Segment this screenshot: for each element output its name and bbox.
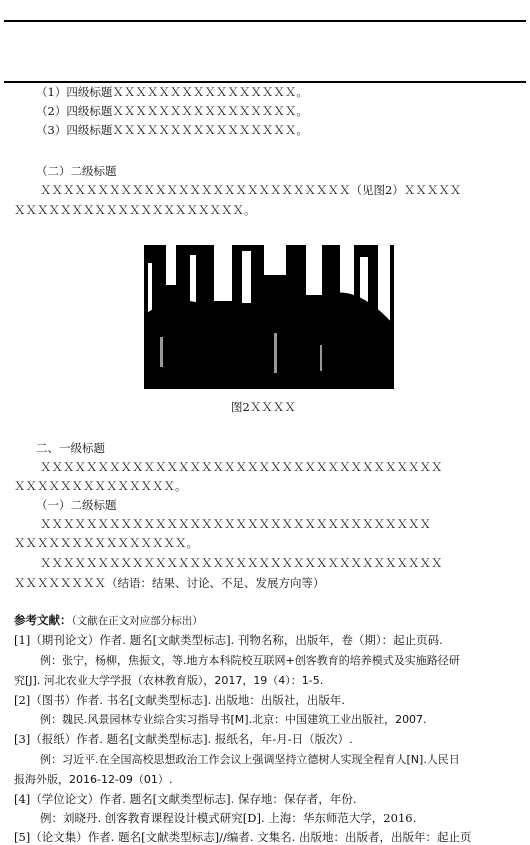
paragraph-line: ＸＸＸＸＸＸＸＸＸＸＸＸＸＸＸＸＸＸＸＸ。	[14, 203, 256, 217]
paragraph-line: ＸＸＸＸＸＸＸＸ（结语：结果、讨论、不足、发展方向等）	[14, 576, 325, 590]
list-item: （1）四级标题ＸＸＸＸＸＸＸＸＸＸＸＸＸＸＸＸ。	[36, 85, 308, 99]
reference-entry: [3]（报纸）作者. 题名[文献类型标志]. 报纸名，年-月-日（版次）.	[14, 732, 353, 746]
reference-example: 报海外版，2016-12-09（01）.	[14, 773, 173, 786]
paragraph-line: ＸＸＸＸＸＸＸＸＸＸＸＸＸＸＸ。	[14, 536, 198, 550]
figure-caption: 图2ＸＸＸＸ	[231, 400, 296, 414]
references-note: （文献在正文对应部分标出）	[71, 615, 203, 627]
section-subheading: （一）二级标题	[36, 498, 117, 512]
reference-example: 究[J]. 河北农业大学学报（农林教育版），2017，19（4）：1-5.	[14, 674, 324, 687]
section-heading: 二、一级标题	[36, 441, 105, 455]
list-item: （3）四级标题ＸＸＸＸＸＸＸＸＸＸＸＸＸＸＸＸ。	[36, 123, 308, 137]
reference-entry: [1]（期刊论文）作者. 题名[文献类型标志]. 刊物名称，出版年，卷（期）：起止页码.	[14, 633, 443, 647]
header-bottom-rule	[4, 81, 526, 83]
references-header	[14, 612, 203, 629]
paragraph-line: ＸＸＸＸＸＸＸＸＸＸＸＸＸＸＸＸＸＸＸＸＸＸＸＸＸＸＸＸＸＸＸＸＸＸＸ	[40, 556, 443, 570]
paragraph-line: ＸＸＸＸＸＸＸＸＸＸＸＸＸＸＸＸＸＸＸＸＸＸＸＸＸＸＸＸＸＸＸＸＸＸＸ	[40, 460, 443, 474]
reference-example: 例：习近平.在全国高校思想政治工作会议上强调坚持立德树人实现全程育人[N].人民日	[40, 753, 460, 766]
paragraph-line: ＸＸＸＸＸＸＸＸＸＸＸＸＸＸＸＸＸＸＸＸＸＸＸＸＸＸＸＸＸＸＸＸＸＸ	[40, 517, 431, 531]
header-top-rule	[4, 20, 526, 22]
section-heading: （二）二级标题	[36, 164, 117, 178]
reference-entry: [4]（学位论文）作者. 题名[文献类型标志]. 保存地：保存者，年份.	[14, 792, 357, 806]
reference-entry: [5]（论文集）作者. 题名[文献类型标志]//编者. 文集名. 出版地：出版者，出版年：起止页	[14, 830, 472, 844]
reference-example: 例：张宁，杨柳，焦振文，等.地方本科院校互联网+创客教育的培养模式及实施路径研	[40, 654, 460, 667]
paragraph-line: ＸＸＸＸＸＸＸＸＸＸＸＸＸＸ。	[14, 479, 187, 493]
reference-example: 例：刘晓丹. 创客教育课程设计模式研究[D]. 上海：华东师范大学，2016.	[40, 811, 417, 825]
references-title: 参考文献：	[14, 613, 72, 627]
reference-entry: [2]（图书）作者. 书名[文献类型标志]. 出版地：出版社，出版年.	[14, 693, 346, 707]
list-item: （2）四级标题ＸＸＸＸＸＸＸＸＸＸＸＸＸＸＸＸ。	[36, 104, 308, 118]
reference-example: 例：魏民.风景园林专业综合实习指导书[M].北京：中国建筑工业出版社，2007.	[40, 713, 427, 726]
forest-photo	[144, 245, 394, 389]
paragraph-line: ＸＸＸＸＸＸＸＸＸＸＸＸＸＸＸＸＸＸＸＸＸＸＸＸＸＸＸ（见图2）ＸＸＸＸＸ	[40, 183, 462, 197]
